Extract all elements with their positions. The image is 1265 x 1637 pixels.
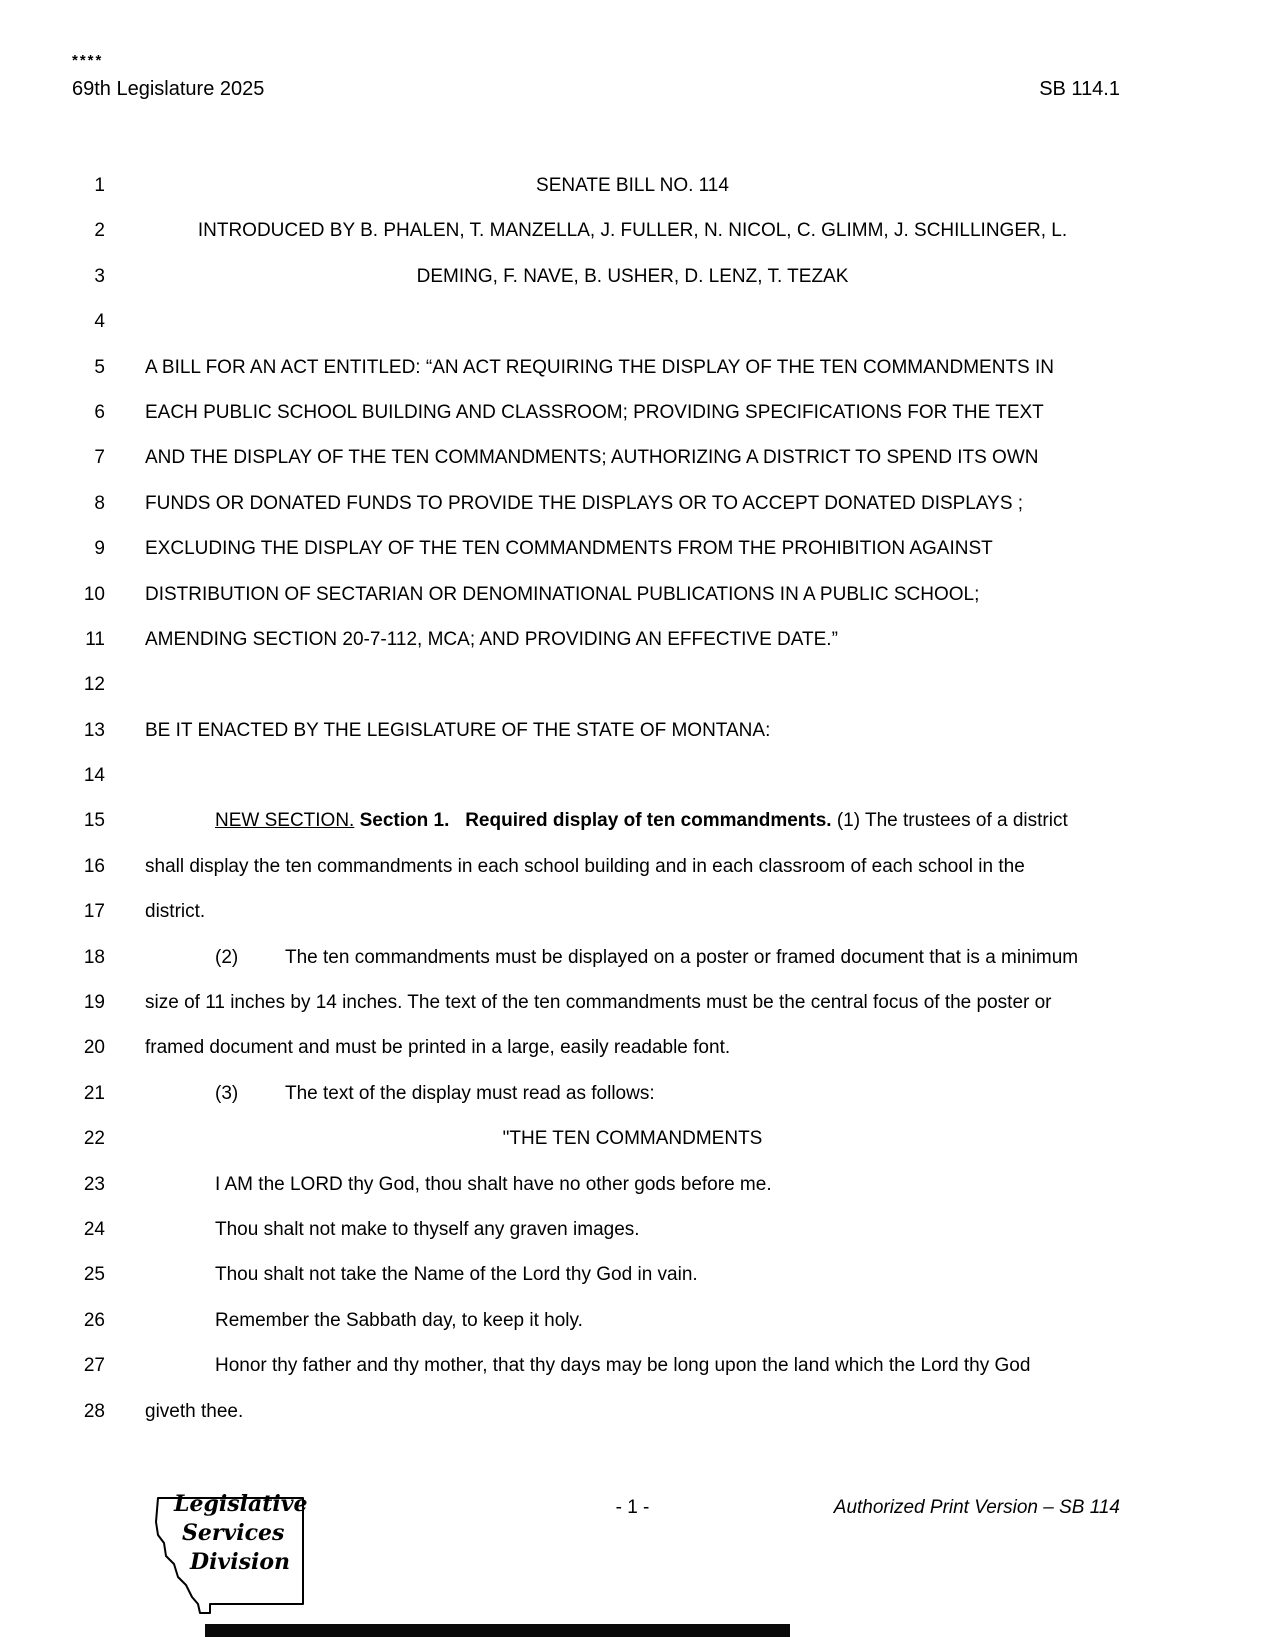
document-line xyxy=(0,1071,1265,1116)
document-line xyxy=(0,1025,1265,1070)
line-segment: BE IT ENACTED BY THE LEGISLATURE OF THE STATE OF MONTANA: xyxy=(145,719,771,741)
document-line xyxy=(0,1116,1265,1161)
line-text xyxy=(145,1252,1265,1297)
header-bill-number: SB 114.1 xyxy=(1039,78,1120,100)
line-number: 20 xyxy=(83,1037,105,1059)
line-number: 6 xyxy=(94,401,105,423)
line-number: 7 xyxy=(94,447,105,469)
line-number: 19 xyxy=(83,992,105,1014)
line-segment: EXCLUDING THE DISPLAY OF THE TEN COMMANDMENTS FROM THE PROHIBITION AGAINST xyxy=(145,538,993,560)
line-segment: district. xyxy=(145,901,206,923)
document-line xyxy=(0,889,1265,934)
line-segment: (3) xyxy=(215,1082,239,1104)
line-text xyxy=(145,1343,1265,1388)
line-segment: DISTRIBUTION OF SECTARIAN OR DENOMINATIONAL PUBLICATIONS IN A PUBLIC SCHOOL; xyxy=(145,583,980,605)
header-legislature-label: 69th Legislature 2025 xyxy=(72,78,265,100)
line-number: 24 xyxy=(83,1218,105,1240)
line-segment: FUNDS OR DONATED FUNDS TO PROVIDE THE DISPLAYS OR TO ACCEPT DONATED DISPLAYS ; xyxy=(145,492,1024,514)
document-line xyxy=(0,1207,1265,1252)
line-number: 2 xyxy=(94,220,105,242)
line-text xyxy=(145,345,1265,390)
header-stars: **** xyxy=(72,52,104,69)
line-number: 3 xyxy=(94,265,105,287)
line-number: 25 xyxy=(83,1264,105,1286)
line-number: 1 xyxy=(94,175,105,196)
document-line xyxy=(0,526,1265,571)
line-text xyxy=(145,1298,1265,1343)
line-segment: The text of the display must read as follows: xyxy=(285,1082,655,1104)
line-segment: The ten commandments must be displayed on a poster or framed document that is a minimum xyxy=(285,946,1079,968)
line-number: 9 xyxy=(94,538,105,560)
line-number: 14 xyxy=(83,765,105,787)
line-text xyxy=(145,481,1265,526)
logo-underline-bar xyxy=(205,1624,790,1637)
line-text xyxy=(145,208,1265,253)
line-number: 15 xyxy=(83,810,105,832)
line-text xyxy=(145,798,1265,843)
line-segment: SENATE BILL NO. 114 xyxy=(536,175,729,196)
line-number: 5 xyxy=(94,356,105,378)
line-number: 12 xyxy=(83,674,105,696)
line-text xyxy=(145,299,1265,344)
line-segment: Thou shalt not make to thyself any graven images. xyxy=(215,1218,640,1240)
line-segment: EACH PUBLIC SCHOOL BUILDING AND CLASSROOM; PROVIDING SPECIFICATIONS FOR THE TEXT xyxy=(145,401,1044,423)
line-segment: Section 1. Required display of ten commandments. xyxy=(359,810,832,832)
line-number: 22 xyxy=(83,1128,105,1150)
line-number: 26 xyxy=(83,1309,105,1331)
document-line xyxy=(0,980,1265,1025)
document-line xyxy=(0,390,1265,435)
document-line xyxy=(0,844,1265,889)
line-segment: giveth thee. xyxy=(145,1400,244,1422)
document-line xyxy=(0,1252,1265,1297)
line-segment: size of 11 inches by 14 inches. The text of the ten commandments must be the central focus of the poster or xyxy=(145,992,1052,1014)
line-segment: (2) xyxy=(215,946,239,968)
line-number: 21 xyxy=(83,1082,105,1104)
line-text xyxy=(145,1389,1265,1434)
authorized-print-version: Authorized Print Version – SB 114 xyxy=(833,1497,1120,1518)
document-line xyxy=(0,572,1265,617)
line-number: 13 xyxy=(83,719,105,741)
logo-text-division: Division xyxy=(190,1549,290,1575)
document-line xyxy=(0,254,1265,299)
line-text xyxy=(145,753,1265,798)
line-text xyxy=(145,435,1265,480)
line-text xyxy=(145,1207,1265,1252)
line-text xyxy=(145,1162,1265,1207)
line-text xyxy=(145,889,1265,934)
line-text xyxy=(145,526,1265,571)
line-number: 18 xyxy=(83,946,105,968)
logo-text-services: Services xyxy=(182,1520,285,1546)
line-segment: NEW SECTION. xyxy=(215,810,355,832)
line-segment: Honor thy father and thy mother, that thy days may be long upon the land which the Lord thy God xyxy=(215,1355,1031,1377)
line-segment: AMENDING SECTION 20-7-112, MCA; AND PROVIDING AN EFFECTIVE DATE.” xyxy=(145,628,838,650)
document-line xyxy=(0,435,1265,480)
line-text xyxy=(145,935,1265,980)
line-text xyxy=(145,708,1265,753)
line-text xyxy=(145,662,1265,707)
document-line xyxy=(0,1162,1265,1207)
line-number: 28 xyxy=(83,1400,105,1422)
line-text xyxy=(145,1025,1265,1070)
page-header xyxy=(72,52,1120,101)
document-line xyxy=(0,163,1265,208)
line-segment: AND THE DISPLAY OF THE TEN COMMANDMENTS; AUTHORIZING A DISTRICT TO SPEND ITS OWN xyxy=(145,447,1039,469)
legislative-services-logo xyxy=(148,1484,313,1637)
line-segment: DEMING, F. NAVE, B. USHER, D. LENZ, T. TEZAK xyxy=(416,265,849,287)
line-number: 27 xyxy=(83,1355,105,1377)
document-line xyxy=(0,1298,1265,1343)
line-segment: "THE TEN COMMANDMENTS xyxy=(502,1128,763,1150)
line-segment: INTRODUCED BY B. PHALEN, T. MANZELLA, J. FULLER, N. NICOL, C. GLIMM, J. SCHILLINGER, L. xyxy=(197,220,1068,242)
line-segment: Thou shalt not take the Name of the Lord thy God in vain. xyxy=(215,1264,698,1286)
line-number: 17 xyxy=(83,901,105,923)
line-text xyxy=(145,1116,1265,1161)
document-line xyxy=(0,1343,1265,1388)
line-number: 16 xyxy=(83,855,105,877)
line-number: 11 xyxy=(85,628,105,650)
document-line xyxy=(0,345,1265,390)
line-segment: Remember the Sabbath day, to keep it holy. xyxy=(215,1309,583,1331)
document-line xyxy=(0,662,1265,707)
document-line xyxy=(0,481,1265,526)
line-text xyxy=(145,390,1265,435)
line-segment: framed document and must be printed in a large, easily readable font. xyxy=(145,1037,731,1059)
document-line xyxy=(0,617,1265,662)
document-line xyxy=(0,299,1265,344)
document-body xyxy=(0,163,1265,1434)
line-text xyxy=(145,1071,1265,1116)
page-number: - 1 - xyxy=(615,1497,650,1518)
logo-text-legislative: Legislative xyxy=(174,1491,308,1517)
line-text xyxy=(145,617,1265,662)
line-text xyxy=(145,163,1265,208)
document-line xyxy=(0,208,1265,253)
document-line xyxy=(0,935,1265,980)
line-segment: I AM the LORD thy God, thou shalt have no other gods before me. xyxy=(215,1173,772,1195)
line-text xyxy=(145,254,1265,299)
document-line xyxy=(0,1389,1265,1434)
line-number: 23 xyxy=(83,1173,105,1195)
line-segment: (1) The trustees of a district xyxy=(831,810,1068,832)
line-segment: shall display the ten commandments in each school building and in each classroom of each school in the xyxy=(145,855,1025,877)
line-text xyxy=(145,572,1265,617)
line-text xyxy=(145,980,1265,1025)
line-number: 8 xyxy=(94,492,105,514)
document-line xyxy=(0,708,1265,753)
document-line xyxy=(0,798,1265,843)
line-number: 4 xyxy=(94,311,105,333)
line-number: 10 xyxy=(83,583,105,605)
document-line xyxy=(0,753,1265,798)
line-text xyxy=(145,844,1265,889)
line-segment: A BILL FOR AN ACT ENTITLED: “AN ACT REQUIRING THE DISPLAY OF THE TEN COMMANDMENTS IN xyxy=(145,356,1055,378)
